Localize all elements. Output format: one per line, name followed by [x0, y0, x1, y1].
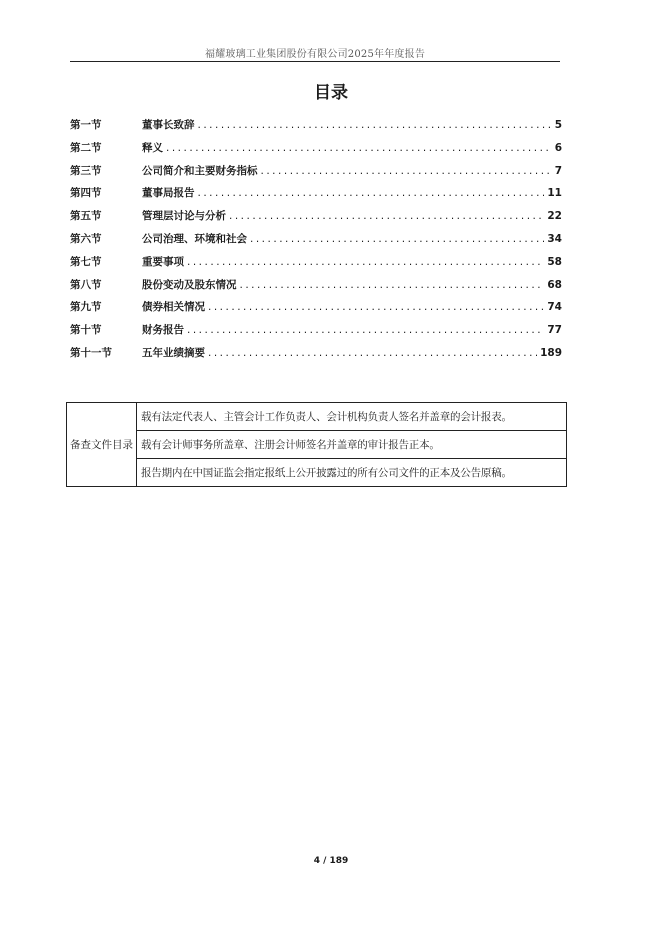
- table-row: [67, 431, 567, 459]
- toc-page-number: 6: [554, 141, 562, 154]
- table-of-contents: [70, 117, 562, 368]
- toc-section-title: 债券相关情况: [142, 301, 205, 314]
- reference-documents-table: [66, 402, 567, 487]
- toc-section-number: 第五节: [70, 210, 102, 223]
- toc-section-title: 管理层讨论与分析: [142, 210, 226, 223]
- toc-page-number: 74: [547, 301, 562, 314]
- toc-section-title: 董事长致辞: [142, 119, 195, 131]
- toc-section-number: 第十节: [70, 324, 102, 337]
- toc-entry[interactable]: [70, 299, 562, 322]
- toc-leader-dots: [261, 165, 552, 177]
- running-header: 福耀玻璃工业集团股份有限公司2025年年度报告: [204, 49, 426, 60]
- toc-page-number: 34: [547, 232, 562, 245]
- toc-page-number: 5: [554, 119, 562, 131]
- toc-entry[interactable]: [70, 185, 562, 208]
- toc-leader-dots: [240, 279, 545, 291]
- toc-leader-dots: [208, 347, 537, 359]
- toc-page-number: 22: [547, 210, 562, 223]
- toc-section-title: 公司简介和主要财务指标: [142, 164, 258, 177]
- toc-leader-dots: [187, 256, 544, 268]
- toc-section-number: 第八节: [70, 278, 102, 291]
- toc-page-number: 68: [547, 278, 562, 291]
- toc-section-number: 第三节: [70, 164, 102, 177]
- reference-document-item: 报告期内在中国证监会指定报纸上公开披露过的所有公司文件的正本及公告原稿。: [137, 459, 567, 487]
- toc-leader-dots: [208, 301, 544, 313]
- toc-section-title: 股份变动及股东情况: [142, 278, 237, 291]
- header-divider: [70, 61, 560, 62]
- toc-entry[interactable]: [70, 277, 562, 300]
- toc-section-title: 释义: [142, 141, 163, 154]
- toc-section-title: 董事局报告: [142, 187, 195, 200]
- toc-entry[interactable]: [70, 163, 562, 186]
- toc-page-number: 77: [547, 324, 562, 337]
- toc-leader-dots: [198, 187, 545, 199]
- toc-entry[interactable]: [70, 140, 562, 163]
- toc-leader-dots: [198, 119, 552, 131]
- toc-entry[interactable]: [70, 117, 562, 140]
- toc-section-number: 第四节: [70, 187, 102, 200]
- toc-leader-dots: [187, 324, 544, 336]
- toc-page-number: 58: [547, 255, 562, 268]
- toc-entry[interactable]: [70, 208, 562, 231]
- toc-entry[interactable]: [70, 231, 562, 254]
- toc-leader-dots: [229, 210, 544, 222]
- toc-section-title: 五年业绩摘要: [142, 346, 205, 359]
- toc-section-number: 第九节: [70, 301, 102, 314]
- toc-leader-dots: [250, 233, 544, 245]
- toc-entry[interactable]: [70, 254, 562, 277]
- toc-leader-dots: [166, 142, 552, 154]
- toc-page-number: 189: [540, 346, 562, 359]
- toc-entry[interactable]: [70, 345, 562, 368]
- toc-section-number: 第七节: [70, 255, 102, 268]
- table-row: [67, 459, 567, 487]
- page-number: 4 / 189: [313, 856, 349, 866]
- toc-page-number: 11: [547, 187, 562, 200]
- toc-section-number: 第六节: [70, 232, 102, 245]
- toc-entry[interactable]: [70, 322, 562, 345]
- reference-document-item: 载有法定代表人、主管会计工作负责人、会计机构负责人签名并盖章的会计报表。: [137, 403, 567, 431]
- toc-section-number: 第一节: [70, 119, 102, 131]
- toc-section-title: 重要事项: [142, 255, 184, 268]
- toc-page-number: 7: [554, 164, 562, 177]
- table-row: [67, 403, 567, 431]
- toc-section-title: 财务报告: [142, 324, 184, 337]
- toc-title: 目录: [314, 83, 348, 103]
- toc-section-title: 公司治理、环境和社会: [142, 232, 247, 245]
- toc-section-number: 第二节: [70, 141, 102, 154]
- reference-documents-label: 备查文件目录: [67, 403, 137, 487]
- reference-document-item: 载有会计师事务所盖章、注册会计师签名并盖章的审计报告正本。: [137, 431, 567, 459]
- toc-section-number: 第十一节: [70, 346, 112, 359]
